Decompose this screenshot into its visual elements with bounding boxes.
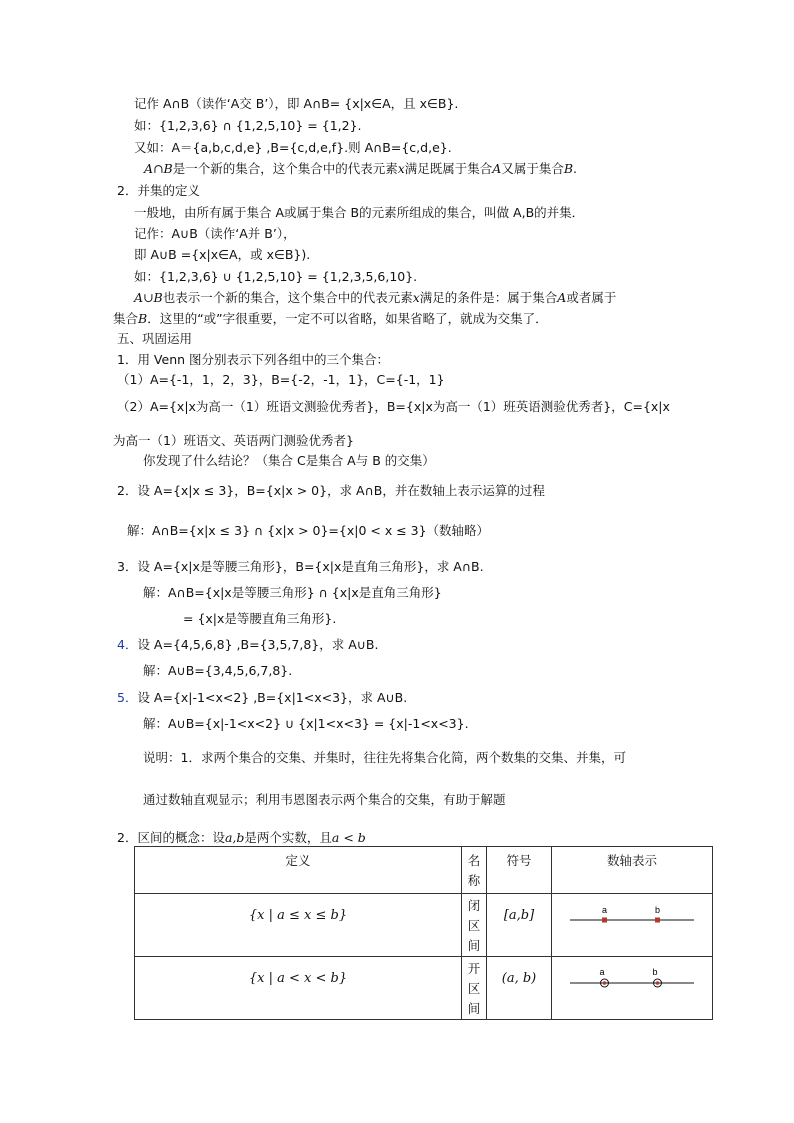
text-segment: 设 A={x|-1<x<2} ,B={x|1<x<3}，求 A∪B.: [137, 690, 408, 705]
cell-definition: {x | a < x < b}: [135, 957, 462, 1020]
heading-section-5: 五、巩固运用: [117, 331, 193, 346]
line-union-meaning-1: [134, 289, 616, 307]
line-intersection-example-2: 又如：A＝{a,b,c,d,e} ,B={c,d,e,f}.则 A∩B={c,d,e}.: [134, 140, 452, 155]
open-interval-axis: [570, 967, 694, 991]
math-b: B: [563, 161, 574, 176]
exercise-4-solution: 解：A∪B={3,4,5,6,7,8}.: [143, 663, 293, 678]
math-a-lt-b: a < b: [331, 830, 366, 845]
closed-interval-axis: [570, 904, 694, 928]
line-intersection-meaning: [144, 160, 577, 178]
text-segment: 也表示一个新的集合，这个集合中的代表元素: [162, 290, 413, 305]
text-segment: ．这里的“或”字很重要，一定不可以省略，如果省略了，就成为交集了．: [147, 311, 548, 326]
text-segment: 是一个新的集合，这个集合中的代表元素: [172, 161, 398, 176]
text-segment: 或者属于: [566, 290, 617, 305]
math-x: x: [397, 161, 405, 176]
cell-definition: {x | a ≤ x ≤ b}: [135, 894, 462, 957]
cell-name: 开区间: [462, 957, 487, 1020]
math-x: x: [412, 290, 420, 305]
exercise-4: [117, 636, 378, 654]
math-a-b: a,b: [224, 830, 245, 845]
line-union-notation: 记作：A∪B（读作‘A并 B’），: [134, 226, 296, 241]
math-a-cap-b: A∩B: [144, 161, 173, 176]
text-segment: 又属于集合: [501, 161, 564, 176]
text-segment: 是两个实数，且: [244, 830, 332, 845]
exercise-1-part-2: （2）A={x|x为高一（1）班语文测验优秀者}，B={x|x为高一（1）班英语测验优秀者}，C={x|x: [117, 399, 670, 414]
cell-name: 闭区间: [462, 894, 487, 957]
math-a: A: [492, 161, 502, 176]
exercise-2: 2．设 A={x|x ≤ 3}，B={x|x > 0}，求 A∩B，并在数轴上表示运算的过程: [117, 483, 545, 498]
text-segment: .: [573, 161, 577, 176]
exercise-3-solution: 解：A∩B={x|x是等腰三角形} ∩ {x|x是直角三角形}: [143, 585, 442, 600]
cell-number-line: [552, 957, 713, 1020]
label-a: a: [599, 967, 605, 977]
header-name: 名称: [462, 847, 487, 894]
exercise-number: 5．: [117, 690, 138, 705]
line-union-set-builder: 即 A∪B ={x|x∈A，或 x∈B}).: [134, 247, 311, 262]
interval-table: [134, 846, 713, 1020]
exercise-number: 4．: [117, 637, 138, 652]
line-intersection-notation: 记作 A∩B（读作‘A交 B’），即 A∩B= {x|x∈A，且 x∈B}.: [134, 96, 459, 111]
label-a: a: [601, 905, 608, 915]
table-header-row: [135, 847, 713, 894]
table-row: [135, 894, 713, 957]
label-b: b: [654, 905, 661, 915]
text-segment: 集合: [113, 311, 139, 326]
line-union-example: 如：{1,2,3,6} ∪ {1,2,5,10} = {1,2,3,5,6,10}.: [134, 269, 418, 284]
exercise-5: [117, 689, 407, 707]
cell-symbol: (a, b): [487, 957, 552, 1020]
closed-endpoint-a: [602, 918, 607, 923]
math-b: B: [138, 311, 148, 326]
closed-endpoint-b: [655, 918, 660, 923]
note-line-2: 通过数轴直观显示；利用韦恩图表示两个集合的交集，有助于解题: [143, 792, 506, 807]
line-union-definition: 一般地，由所有属于集合 A或属于集合 B的元素所组成的集合，叫做 A,B的并集．: [134, 205, 585, 220]
math-a: A: [557, 290, 567, 305]
open-endpoint-b-dot: [656, 981, 660, 985]
math-a-cup-b: A∪B: [134, 290, 163, 305]
header-number-line: 数轴表示: [552, 847, 713, 894]
open-endpoint-a-dot: [603, 981, 607, 985]
text-segment: 设 A={4,5,6,8} ,B={3,5,7,8}，求 A∪B.: [137, 637, 379, 652]
text-segment: 满足的条件是：属于集合: [419, 290, 558, 305]
note-line-1: 说明：1．求两个集合的交集、并集时，往往先将集合化简，两个数集的交集、并集，可: [143, 750, 626, 765]
text-segment: 满足既属于集合: [404, 161, 493, 176]
exercise-1-conclusion: 你发现了什么结论？（集合 C是集合 A与 B 的交集）: [143, 453, 435, 468]
header-symbol: 符号: [487, 847, 552, 894]
exercise-2-solution: 解：A∩B={x|x ≤ 3} ∩ {x|x > 0}={x|0 < x ≤ 3}（数轴略）: [127, 523, 490, 538]
cell-symbol: [a,b]: [487, 894, 552, 957]
line-intersection-example-1: 如：{1,2,3,6} ∩ {1,2,5,10} = {1,2}.: [134, 118, 362, 133]
exercise-1-part-1: （1）A={-1，1，2，3}，B={-2，-1，1}，C={-1，1}: [117, 372, 445, 387]
text-segment: 2．区间的概念：设: [117, 830, 225, 845]
exercise-3: 3．设 A={x|x是等腰三角形}，B={x|x是直角三角形}，求 A∩B.: [117, 559, 484, 574]
exercise-3-solution-result: = {x|x是等腰直角三角形}.: [183, 611, 337, 626]
line-union-meaning-2: [113, 310, 548, 328]
label-b: b: [652, 967, 658, 977]
exercise-5-solution: 解：A∪B={x|-1<x<2} ∪ {x|1<x<3} = {x|-1<x<3}.: [143, 716, 469, 731]
exercise-1-part-2-cont: 为高一（1）班语文、英语两门测验优秀者}: [113, 433, 354, 448]
exercise-1: 1．用 Venn 图分别表示下列各组中的三个集合：: [117, 352, 390, 367]
heading-union-definition: 2．并集的定义: [117, 183, 200, 198]
header-definition: 定义: [135, 847, 462, 894]
table-row: [135, 957, 713, 1020]
cell-number-line: [552, 894, 713, 957]
interval-concept-line: [117, 829, 366, 847]
